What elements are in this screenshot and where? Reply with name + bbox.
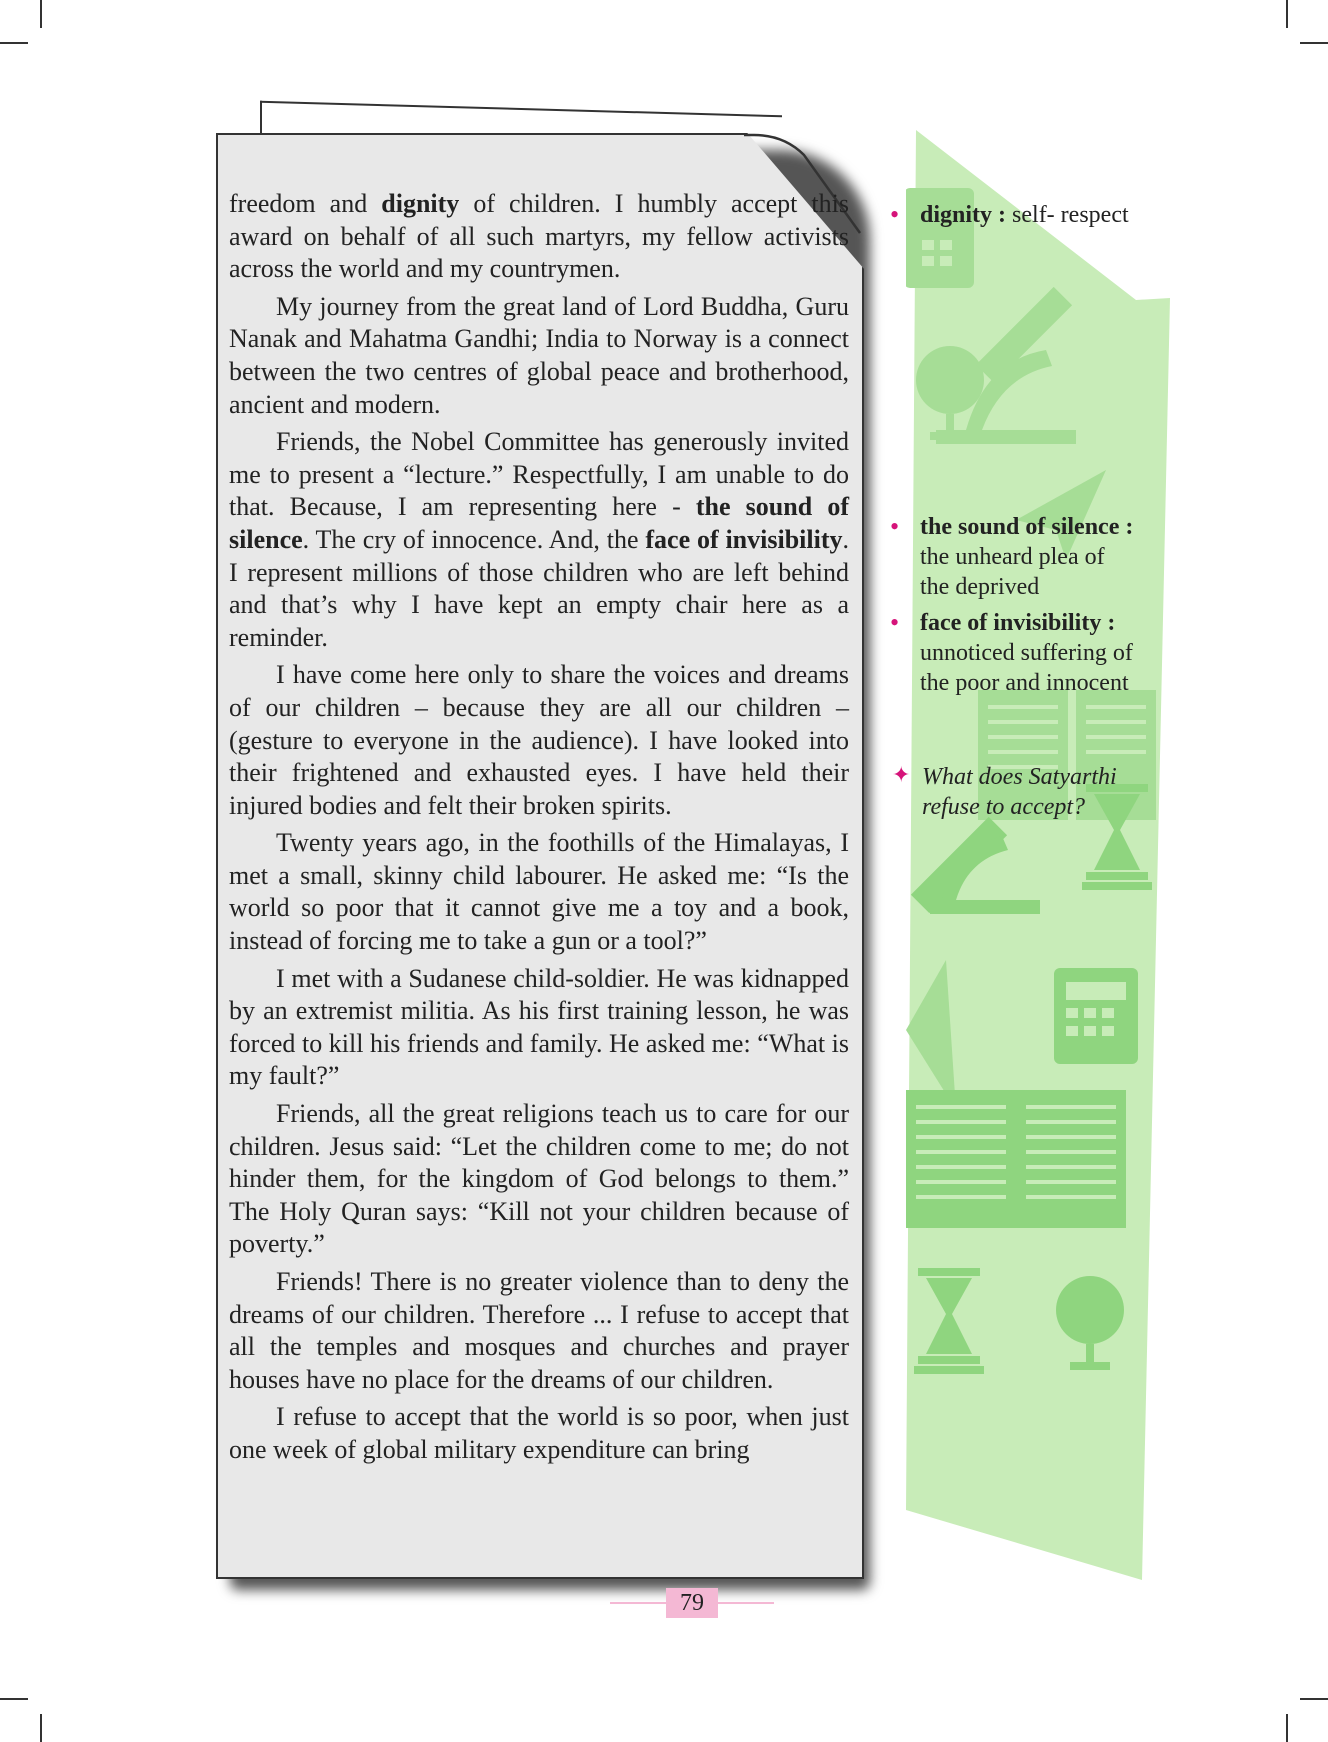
main-text	[229, 188, 849, 1472]
page-number: 79	[666, 1588, 718, 1618]
glossary-term: the sound of silence	[920, 514, 1120, 540]
glossary-item: the sound of silence : the unheard plea of the deprived	[920, 514, 1134, 600]
open-book-icon	[906, 1090, 1126, 1228]
question-text: What does Satyarthi refuse to accept?	[922, 764, 1117, 820]
keyword-dignity: dignity	[381, 189, 460, 218]
crop-mark	[0, 1698, 28, 1700]
crop-mark	[1300, 42, 1328, 44]
star-bullet-icon: ✦	[892, 762, 911, 787]
paragraph: Twenty years ago, in the foothills of the Himalayas, I met a small, skinny child labourer. He asked me: “Is the world so poor that it cannot give me a toy and a book, instead of forcing me to take a gun or a tool?”	[229, 828, 849, 956]
crop-mark	[0, 42, 28, 44]
glossary-meaning: self- respect	[1012, 202, 1129, 228]
crop-mark	[1300, 1698, 1328, 1700]
paragraph: I have come here only to share the voices and dreams of our children – because they are all our children – (gesture to everyone in the audience). I have looked into their frightened and exhausted eyes. I have held their injured bodies and felt their broken spirits.	[229, 660, 849, 820]
keyword-sound-of-silence: the sound of silence	[229, 492, 849, 554]
glossary-item: dignity : self- respect	[920, 202, 1129, 228]
crop-mark	[1286, 1714, 1288, 1742]
bullet-icon: •	[890, 512, 900, 541]
glossary-term: face of invisibility	[920, 610, 1102, 636]
paragraph: Friends, all the great religions teach us to care for our children. Jesus said: “Let the children come to me; do not hinder them, for the kingdom of God belongs to them.” The Holy Quran says: “Kill not your children because of poverty.”	[229, 1099, 849, 1259]
page-number-line	[610, 1602, 666, 1604]
bullet-icon: •	[890, 200, 900, 229]
crop-mark	[40, 0, 42, 28]
paragraph: Friends, the Nobel Committee has generously invited me to present a “lecture.” Respectfully, I am unable to do that. Because, I am representing here - the sound of silence. The cry of innocence. And, the face of invisibility. I represent millions of those children who are left behind and that’s why I have kept an empty chair here as a reminder.	[229, 427, 849, 652]
glossary-item: face of invisibility : unnoticed suffering of the poor and innocent	[920, 608, 1170, 698]
crop-mark	[40, 1714, 42, 1742]
paragraph: Friends! There is no greater violence than to deny the dreams of our children. Therefore ... I refuse to accept that all the temples and mosques and churches and prayer houses have no place for the dreams of our children.	[229, 1267, 849, 1394]
paragraph: freedom and dignity of children. I humbly accept this award on behalf of all such martyrs, my fellow activists across the world and my countrymen.	[229, 189, 849, 284]
glossary-meaning: unnoticed suffering of the poor and innocent	[920, 640, 1133, 696]
paragraph: My journey from the great land of Lord Buddha, Guru Nanak and Mahatma Gandhi; India to Norway is a connect between the two centres of global peace and brotherhood, ancient and modern.	[229, 291, 849, 419]
crop-mark	[1286, 0, 1288, 28]
glossary-term: dignity	[920, 202, 993, 228]
bullet-icon: •	[890, 608, 900, 637]
paragraph: I refuse to accept that the world is so poor, when just one week of global military expenditure can bring	[229, 1402, 849, 1464]
glossary-meaning: the unheard plea of the deprived	[920, 544, 1105, 600]
paragraph: I met with a Sudanese child-soldier. He was kidnapped by an extremist militia. As his first training lesson, he was forced to kill his friends and family. He asked me: “What is my fault?”	[229, 963, 849, 1091]
keyword-face-of-invisibility: face of invisibility	[645, 524, 843, 554]
page-number-line	[718, 1602, 774, 1604]
green-side-panel	[906, 130, 1176, 1590]
